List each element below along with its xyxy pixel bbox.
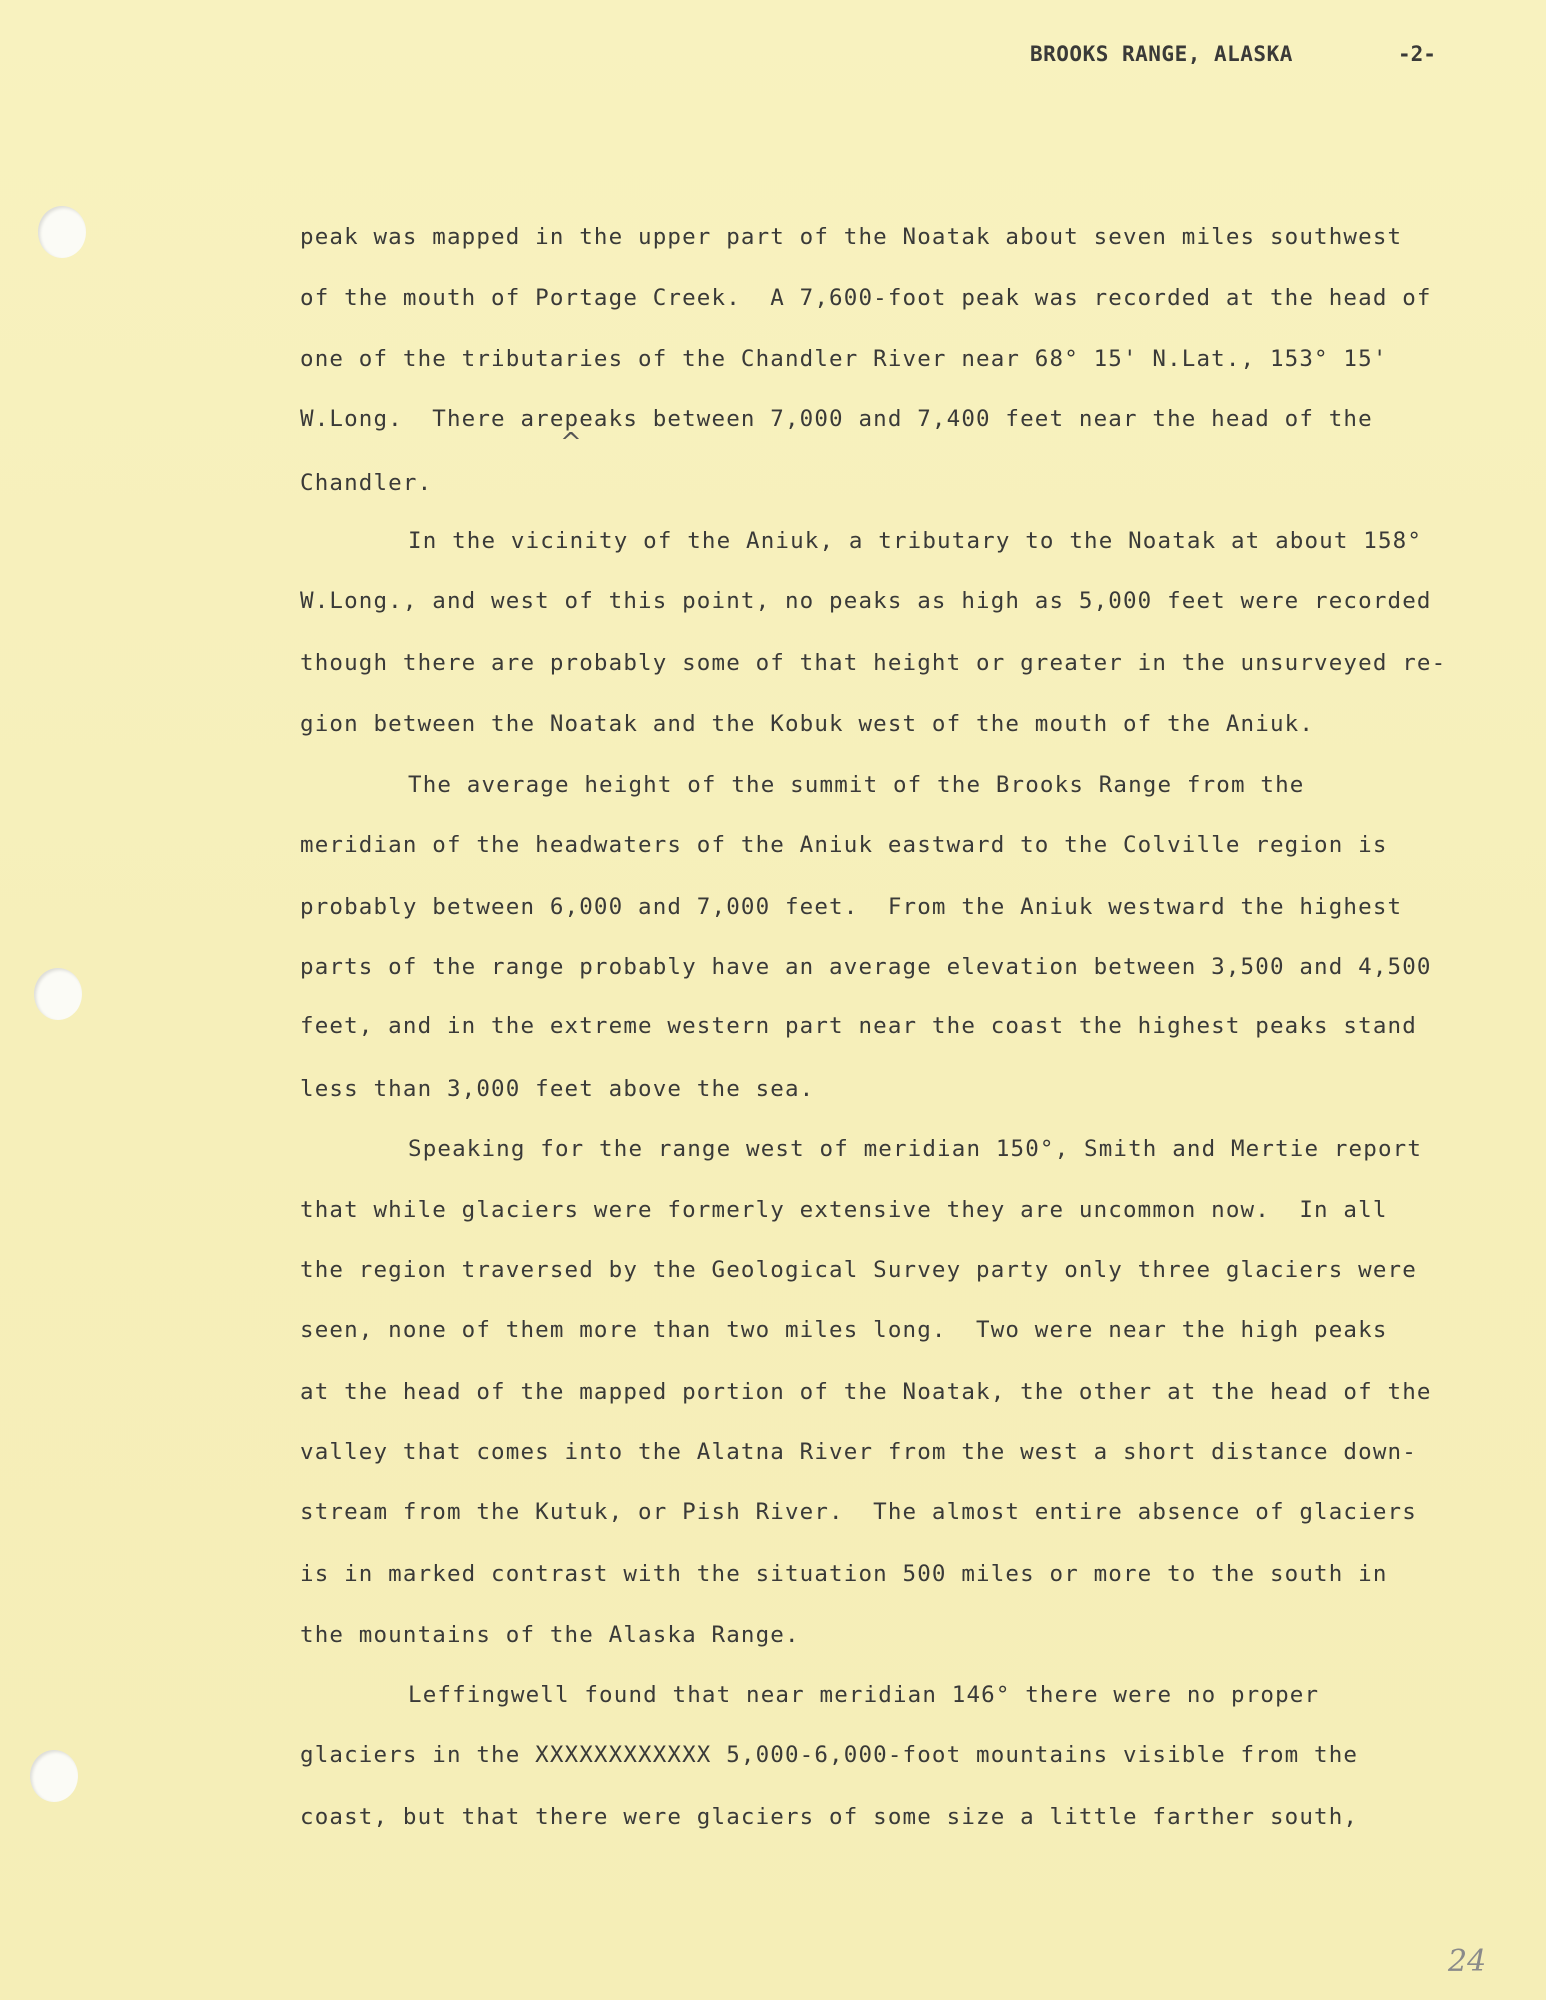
text-line: W.Long., and west of this point, no peaks as high as 5,000 feet were recorded bbox=[300, 588, 1432, 614]
text-line: glaciers in the XXXXXXXXXXXX 5,000-6,000-foot mountains visible from the bbox=[300, 1742, 1359, 1768]
text-line: though there are probably some of that height or greater in the unsurveyed re- bbox=[300, 650, 1447, 676]
text-line: coast, but that there were glaciers of some size a little farther south, bbox=[300, 1804, 1359, 1830]
text-line: meridian of the headwaters of the Aniuk eastward to the Colville region is bbox=[300, 832, 1388, 858]
handwritten-folio-number: 24 bbox=[1448, 1944, 1487, 1979]
text-line: stream from the Kutuk, or Pish River. The almost entire absence of glaciers bbox=[300, 1499, 1417, 1525]
text-line: gion between the Noatak and the Kobuk west of the mouth of the Aniuk. bbox=[300, 711, 1315, 737]
text-line: Speaking for the range west of meridian 150°, Smith and Mertie report bbox=[408, 1136, 1423, 1162]
text-line: the mountains of the Alaska Range. bbox=[300, 1622, 800, 1648]
text-line: at the head of the mapped portion of the Noatak, the other at the head of the bbox=[300, 1379, 1432, 1405]
text-line: probably between 6,000 and 7,000 feet. From the Aniuk westward the highest bbox=[300, 894, 1403, 920]
punch-hole-bottom bbox=[30, 1750, 78, 1802]
text-line: W.Long. There arepeaks between 7,000 and 7,400 feet near the head of the bbox=[300, 406, 1373, 432]
text-line: The average height of the summit of the Brooks Range from the bbox=[408, 772, 1305, 798]
text-line: peak was mapped in the upper part of the Noatak about seven miles southwest bbox=[300, 224, 1403, 250]
text-line: seen, none of them more than two miles long. Two were near the high peaks bbox=[300, 1317, 1388, 1343]
text-line: parts of the range probably have an average elevation between 3,500 and 4,500 bbox=[300, 954, 1432, 980]
page-number: -2- bbox=[1398, 42, 1436, 66]
text-line: Chandler. bbox=[300, 470, 433, 496]
text-line: one of the tributaries of the Chandler River near 68° 15' N.Lat., 153° 15' bbox=[300, 346, 1388, 372]
text-line: of the mouth of Portage Creek. A 7,600-foot peak was recorded at the head of bbox=[300, 285, 1432, 311]
text-line: valley that comes into the Alatna River from the west a short distance down- bbox=[300, 1439, 1417, 1465]
text-line: less than 3,000 feet above the sea. bbox=[300, 1076, 815, 1102]
insertion-caret-mark: ^ bbox=[560, 428, 582, 458]
text-line: Leffingwell found that near meridian 146° there were no proper bbox=[408, 1682, 1320, 1708]
text-line: In the vicinity of the Aniuk, a tributary to the Noatak at about 158° bbox=[408, 528, 1423, 554]
punch-hole-top bbox=[38, 206, 86, 258]
text-line: the region traversed by the Geological Survey party only three glaciers were bbox=[300, 1257, 1417, 1283]
running-header: BROOKS RANGE, ALASKA bbox=[1030, 42, 1293, 66]
text-line: that while glaciers were formerly extensive they are uncommon now. In all bbox=[300, 1197, 1388, 1223]
text-line: feet, and in the extreme western part near the coast the highest peaks stand bbox=[300, 1013, 1417, 1039]
punch-hole-middle bbox=[34, 968, 82, 1020]
text-line: is in marked contrast with the situation 500 miles or more to the south in bbox=[300, 1561, 1388, 1587]
